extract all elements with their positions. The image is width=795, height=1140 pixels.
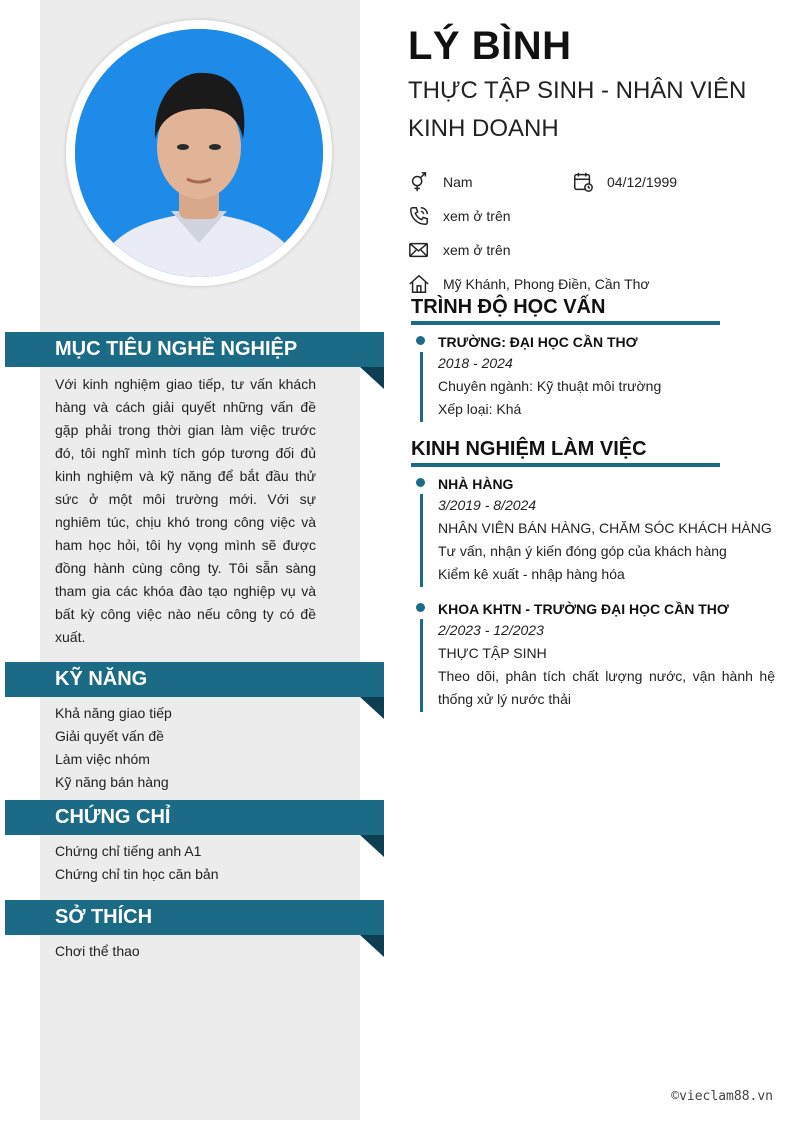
entry-duty: Theo dõi, phân tích chất lượng nước, vận hành hệ thống xử lý nước thải xyxy=(438,668,775,707)
job-title: THỰC TẬP SINH - NHÂN VIÊN KINH DOANH xyxy=(408,77,747,142)
list-item: Giải quyết vấn đề xyxy=(55,728,164,744)
email-row xyxy=(408,239,511,261)
timeline-line xyxy=(420,352,423,422)
email-value: xem ở trên xyxy=(443,242,511,258)
phone-row xyxy=(408,205,511,227)
profile-photo xyxy=(75,29,323,277)
birthdate-value: 04/12/1999 xyxy=(607,174,678,190)
section-header-education: TRÌNH ĐỘ HỌC VẤN xyxy=(411,296,720,325)
avatar xyxy=(66,20,332,286)
list-item: Chứng chỉ tiếng anh A1 xyxy=(55,843,202,859)
experience-entry xyxy=(420,474,775,586)
address-value: Mỹ Khánh, Phong Điền, Cần Thơ xyxy=(443,276,650,292)
entry-role: THỰC TẬP SINH xyxy=(438,645,547,661)
section-header-certificates xyxy=(5,800,384,835)
ribbon-fold xyxy=(360,935,384,957)
entry-period: 2018 - 2024 xyxy=(438,355,513,371)
gender-row xyxy=(408,171,473,193)
experience-entry xyxy=(420,599,775,711)
certificates-list xyxy=(55,840,316,886)
list-item: Làm việc nhóm xyxy=(55,751,150,767)
section-header-objective xyxy=(5,332,384,367)
section-title: CHỨNG CHỈ xyxy=(55,806,171,828)
entry-organization: KHOA KHTN - TRƯỜNG ĐẠI HỌC CẦN THƠ xyxy=(438,601,729,617)
person-silhouette-icon xyxy=(75,29,323,277)
timeline-dot xyxy=(416,603,425,612)
list-item: Khả năng giao tiếp xyxy=(55,705,172,721)
envelope-icon xyxy=(408,239,430,261)
section-title: KỸ NĂNG xyxy=(55,668,148,690)
entry-major: Chuyên ngành: Kỹ thuật môi trường xyxy=(438,378,662,394)
entry-organization: TRƯỜNG: ĐẠI HỌC CẦN THƠ xyxy=(438,334,638,350)
objective-text: Với kinh nghiệm giao tiếp, tư vấn khách hàng và cách giải quyết những vấn đề gặp phải trong thời gian làm việc trước đó, tôi nghĩ mình tích góp tương đối đủ kinh nghiệm và kỹ năng để bắt đầu thử sức ở một môi trường mới. Với sự nghiêm túc, chịu khó trong công việc và ham học hỏi, tôi hy vọng mình sẽ được đồng hành cùng công ty. Tôi sẵn sàng tham gia các khóa đào tạo nghiệp vụ và bất kỳ công việc nào nếu công ty có đề xuất. xyxy=(55,376,316,645)
address-row xyxy=(408,273,650,295)
watermark: ©vieclam88.vn xyxy=(671,1089,773,1104)
entry-duty: Tư vấn, nhận ý kiến đóng góp của khách hàng xyxy=(438,543,727,559)
calendar-icon xyxy=(572,171,594,193)
entry-period: 3/2019 - 8/2024 xyxy=(438,497,537,513)
phone-icon xyxy=(408,205,430,227)
entry-period: 2/2023 - 12/2023 xyxy=(438,622,544,638)
timeline-dot xyxy=(416,336,425,345)
list-item: Chứng chỉ tin học căn bản xyxy=(55,866,219,882)
ribbon-fold xyxy=(360,367,384,389)
timeline-dot xyxy=(416,478,425,487)
education-entry xyxy=(420,332,775,421)
section-header-hobbies xyxy=(5,900,384,935)
phone-value: xem ở trên xyxy=(443,208,511,224)
hobbies-list xyxy=(55,940,316,963)
entry-role: NHÂN VIÊN BÁN HÀNG, CHĂM SÓC KHÁCH HÀNG xyxy=(438,520,772,536)
home-icon xyxy=(408,273,430,295)
section-header-experience: KINH NGHIỆM LÀM VIỆC xyxy=(411,438,720,467)
list-item: Kỹ năng bán hàng xyxy=(55,774,169,790)
gender-value: Nam xyxy=(443,174,473,190)
ribbon-fold xyxy=(360,697,384,719)
section-title: MỤC TIÊU NGHỀ NGHIỆP xyxy=(55,338,298,360)
section-title: SỞ THÍCH xyxy=(55,906,153,928)
ribbon-fold xyxy=(360,835,384,857)
timeline-line xyxy=(420,619,423,712)
birthdate-row xyxy=(572,171,677,193)
section-header-skills xyxy=(5,662,384,697)
skills-list xyxy=(55,702,316,794)
entry-organization: NHÀ HÀNG xyxy=(438,476,514,492)
entry-duty: Kiểm kê xuất - nhập hàng hóa xyxy=(438,566,625,582)
list-item: Chơi thể thao xyxy=(55,943,140,959)
entry-grade: Xếp loại: Khá xyxy=(438,401,522,417)
candidate-name: LÝ BÌNH xyxy=(408,24,572,68)
timeline-line xyxy=(420,494,423,587)
gender-icon xyxy=(408,171,430,193)
